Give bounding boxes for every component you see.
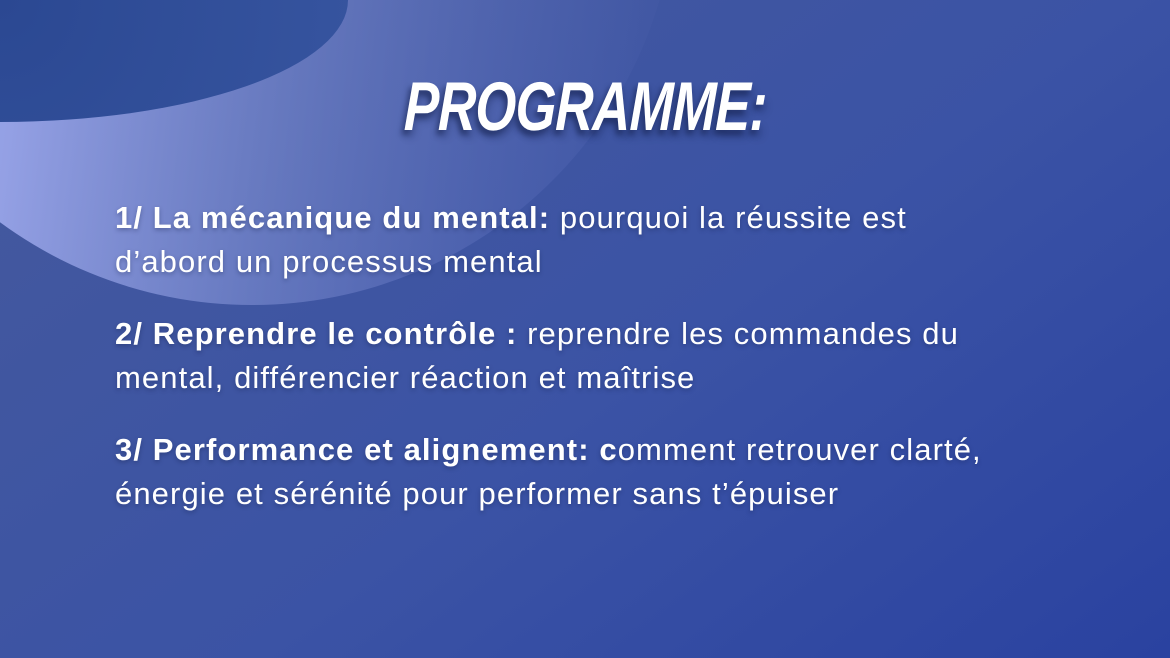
program-item-1-line-2 (115, 240, 1095, 284)
program-item-1-heading: 1/ La mécanique du mental: (115, 200, 551, 235)
slide-title: PROGRAMME: (402, 68, 768, 145)
program-item-1-text: pourquoi la réussite est (550, 200, 907, 235)
program-item-3-text: omment retrouver clarté, (617, 432, 982, 467)
program-item-2 (115, 312, 1095, 400)
program-item-2-text: reprendre les commandes du (517, 316, 959, 351)
title-area (0, 68, 1170, 145)
program-item-1 (115, 196, 1095, 284)
program-item-2-line-1 (115, 312, 1095, 356)
program-item-3-heading: 3/ Performance et alignement: c (115, 432, 618, 467)
program-item-3-line-1 (115, 428, 1095, 472)
program-item-1-text-cont: d’abord un processus mental (115, 244, 543, 279)
program-item-3-line-2 (115, 472, 1095, 516)
program-list (115, 196, 1095, 544)
program-item-1-line-1 (115, 196, 1095, 240)
program-item-2-line-2 (115, 356, 1095, 400)
program-item-3 (115, 428, 1095, 516)
program-item-3-text-cont: énergie et sérénité pour performer sans t’épuiser (115, 476, 840, 511)
program-item-2-text-cont: mental, différencier réaction et maîtrise (115, 360, 696, 395)
program-item-2-heading: 2/ Reprendre le contrôle : (115, 316, 518, 351)
